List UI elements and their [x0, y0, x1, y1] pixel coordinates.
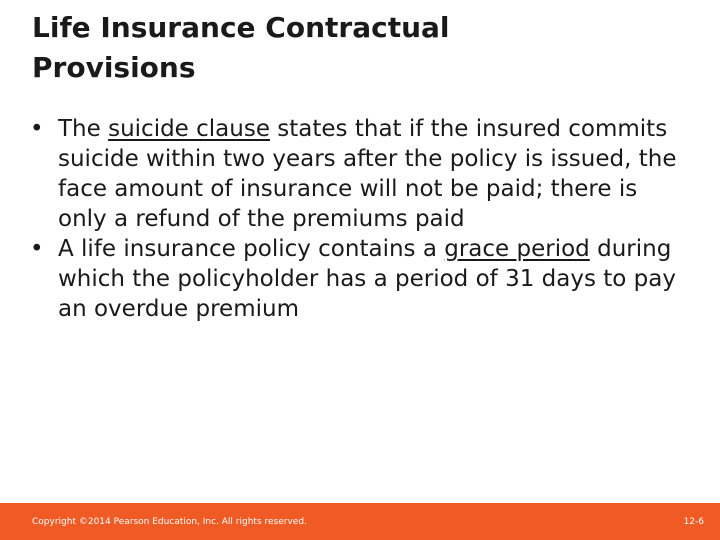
copyright-notice: Copyright ©2014 Pearson Education, Inc. All rights reserved.: [32, 517, 307, 527]
bullet-text-after: during which the policyholder has a period of 31 days to pay an overdue premium: [58, 236, 676, 322]
bullet-marker: •: [30, 236, 44, 262]
page-number: 12-6: [683, 517, 704, 527]
bullet-grace-period: [30, 234, 690, 324]
bullet-list: [30, 114, 690, 324]
slide-title-line-1: Life Insurance Contractual: [32, 11, 450, 44]
term-suicide-clause: suicide clause: [108, 116, 270, 142]
footer-bar: [0, 503, 720, 540]
bullet-marker: •: [30, 116, 44, 142]
bullet-text-before: A life insurance policy contains a: [58, 236, 445, 262]
bullet-text-after: states that if the insured commits suicide within two years after the policy is issued, the face amount of insurance will not be paid; there is only a refund of the premiums paid: [58, 116, 677, 232]
term-grace-period: grace period: [444, 236, 590, 262]
slide-title-line-2: Provisions: [32, 51, 196, 84]
bullet-text-before: The: [58, 116, 109, 142]
slide-title: [32, 8, 672, 88]
bullet-suicide-clause: [30, 114, 690, 234]
